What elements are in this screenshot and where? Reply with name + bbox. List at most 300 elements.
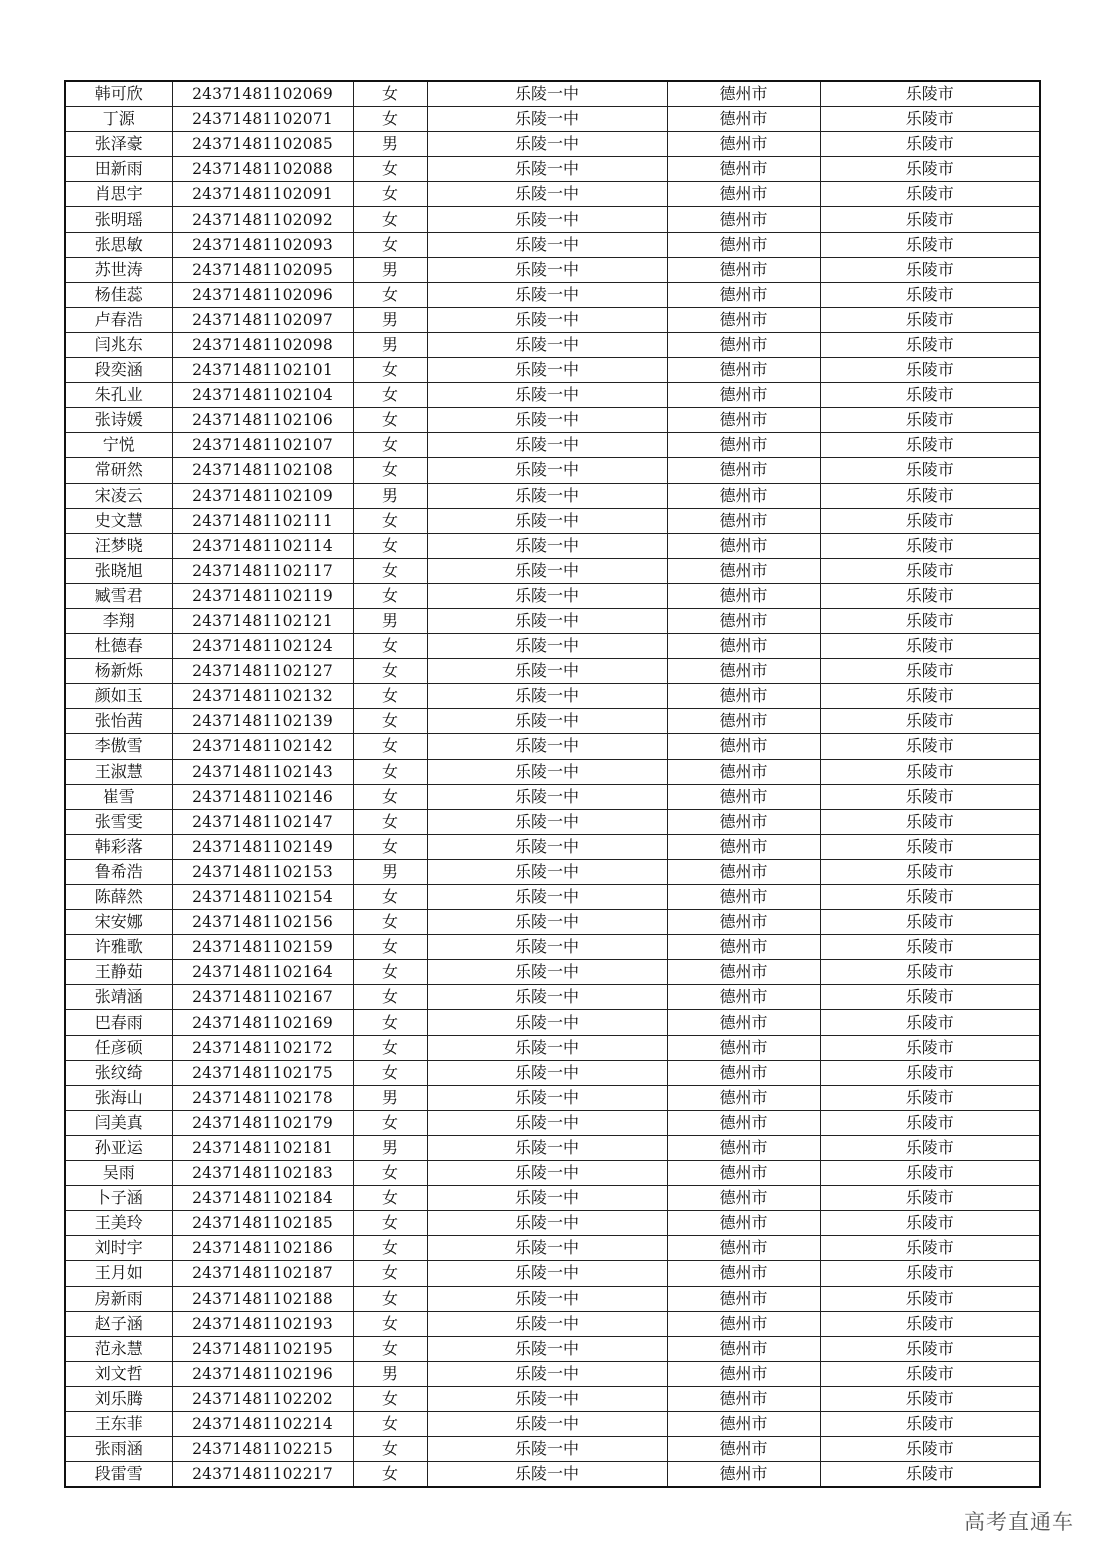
table-row	[65, 608, 1040, 633]
cell-city: 德州市	[667, 358, 820, 383]
cell-exam-id: 24371481102179	[172, 1110, 353, 1135]
table-row	[65, 885, 1040, 910]
cell-county: 乐陵市	[820, 859, 1040, 884]
cell-exam-id: 24371481102149	[172, 834, 353, 859]
cell-city: 德州市	[667, 859, 820, 884]
cell-gender: 男	[353, 1085, 427, 1110]
table-row	[65, 157, 1040, 182]
cell-exam-id: 24371481102095	[172, 257, 353, 282]
cell-name: 张思敏	[65, 232, 172, 257]
cell-name: 杨佳蕊	[65, 282, 172, 307]
cell-county: 乐陵市	[820, 634, 1040, 659]
cell-name: 段奕涵	[65, 358, 172, 383]
cell-gender: 女	[353, 709, 427, 734]
cell-name: 闫兆东	[65, 332, 172, 357]
table-row	[65, 659, 1040, 684]
cell-name: 段雷雪	[65, 1462, 172, 1488]
cell-school: 乐陵一中	[427, 433, 667, 458]
cell-name: 张诗媛	[65, 408, 172, 433]
cell-city: 德州市	[667, 257, 820, 282]
cell-school: 乐陵一中	[427, 784, 667, 809]
cell-exam-id: 24371481102215	[172, 1437, 353, 1462]
cell-county: 乐陵市	[820, 408, 1040, 433]
cell-city: 德州市	[667, 1336, 820, 1361]
cell-name: 闫美真	[65, 1110, 172, 1135]
cell-school: 乐陵一中	[427, 558, 667, 583]
cell-name: 张靖涵	[65, 985, 172, 1010]
table-row	[65, 383, 1040, 408]
cell-city: 德州市	[667, 383, 820, 408]
cell-county: 乐陵市	[820, 1386, 1040, 1411]
cell-school: 乐陵一中	[427, 1261, 667, 1286]
cell-school: 乐陵一中	[427, 608, 667, 633]
cell-name: 苏世涛	[65, 257, 172, 282]
cell-name: 张雨涵	[65, 1437, 172, 1462]
cell-name: 臧雪君	[65, 583, 172, 608]
table-row	[65, 1311, 1040, 1336]
cell-city: 德州市	[667, 935, 820, 960]
cell-school: 乐陵一中	[427, 508, 667, 533]
cell-gender: 女	[353, 1236, 427, 1261]
cell-exam-id: 24371481102124	[172, 634, 353, 659]
table-row	[65, 910, 1040, 935]
cell-exam-id: 24371481102071	[172, 107, 353, 132]
cell-school: 乐陵一中	[427, 107, 667, 132]
cell-city: 德州市	[667, 1286, 820, 1311]
table-row	[65, 859, 1040, 884]
cell-gender: 女	[353, 433, 427, 458]
cell-gender: 女	[353, 508, 427, 533]
cell-school: 乐陵一中	[427, 182, 667, 207]
cell-exam-id: 24371481102195	[172, 1336, 353, 1361]
cell-school: 乐陵一中	[427, 1060, 667, 1085]
cell-city: 德州市	[667, 583, 820, 608]
cell-name: 李傲雪	[65, 734, 172, 759]
cell-exam-id: 24371481102097	[172, 307, 353, 332]
cell-county: 乐陵市	[820, 508, 1040, 533]
cell-gender: 女	[353, 1035, 427, 1060]
cell-gender: 女	[353, 1186, 427, 1211]
cell-name: 汪梦晓	[65, 533, 172, 558]
cell-name: 王月如	[65, 1261, 172, 1286]
cell-county: 乐陵市	[820, 583, 1040, 608]
cell-city: 德州市	[667, 1035, 820, 1060]
cell-name: 鲁希浩	[65, 859, 172, 884]
cell-county: 乐陵市	[820, 1110, 1040, 1135]
cell-city: 德州市	[667, 960, 820, 985]
table-row	[65, 107, 1040, 132]
cell-school: 乐陵一中	[427, 1211, 667, 1236]
table-row	[65, 935, 1040, 960]
table-row	[65, 784, 1040, 809]
cell-city: 德州市	[667, 1411, 820, 1436]
cell-county: 乐陵市	[820, 332, 1040, 357]
table-row	[65, 358, 1040, 383]
table-row	[65, 985, 1040, 1010]
table-row	[65, 508, 1040, 533]
cell-exam-id: 24371481102132	[172, 684, 353, 709]
cell-city: 德州市	[667, 1311, 820, 1336]
cell-school: 乐陵一中	[427, 1161, 667, 1186]
cell-gender: 女	[353, 157, 427, 182]
cell-exam-id: 24371481102154	[172, 885, 353, 910]
cell-city: 德州市	[667, 709, 820, 734]
cell-county: 乐陵市	[820, 1085, 1040, 1110]
cell-school: 乐陵一中	[427, 1437, 667, 1462]
cell-exam-id: 24371481102109	[172, 483, 353, 508]
cell-gender: 女	[353, 383, 427, 408]
cell-gender: 女	[353, 458, 427, 483]
cell-city: 德州市	[667, 332, 820, 357]
cell-county: 乐陵市	[820, 985, 1040, 1010]
cell-school: 乐陵一中	[427, 207, 667, 232]
cell-name: 王静茹	[65, 960, 172, 985]
cell-county: 乐陵市	[820, 1035, 1040, 1060]
cell-name: 吴雨	[65, 1161, 172, 1186]
cell-exam-id: 24371481102142	[172, 734, 353, 759]
cell-gender: 女	[353, 885, 427, 910]
cell-city: 德州市	[667, 1361, 820, 1386]
cell-gender: 女	[353, 533, 427, 558]
cell-name: 宋安娜	[65, 910, 172, 935]
cell-gender: 女	[353, 1286, 427, 1311]
cell-name: 张晓旭	[65, 558, 172, 583]
cell-county: 乐陵市	[820, 1161, 1040, 1186]
cell-county: 乐陵市	[820, 910, 1040, 935]
cell-gender: 男	[353, 859, 427, 884]
cell-school: 乐陵一中	[427, 709, 667, 734]
table-row	[65, 1286, 1040, 1311]
cell-gender: 女	[353, 784, 427, 809]
cell-county: 乐陵市	[820, 1437, 1040, 1462]
cell-city: 德州市	[667, 107, 820, 132]
cell-exam-id: 24371481102217	[172, 1462, 353, 1488]
table-row	[65, 207, 1040, 232]
cell-gender: 男	[353, 483, 427, 508]
cell-exam-id: 24371481102214	[172, 1411, 353, 1436]
cell-city: 德州市	[667, 1437, 820, 1462]
table-row	[65, 132, 1040, 157]
cell-gender: 女	[353, 408, 427, 433]
cell-county: 乐陵市	[820, 132, 1040, 157]
cell-county: 乐陵市	[820, 458, 1040, 483]
cell-exam-id: 24371481102188	[172, 1286, 353, 1311]
cell-gender: 女	[353, 734, 427, 759]
cell-city: 德州市	[667, 1261, 820, 1286]
cell-county: 乐陵市	[820, 433, 1040, 458]
cell-gender: 女	[353, 659, 427, 684]
cell-gender: 女	[353, 1261, 427, 1286]
cell-school: 乐陵一中	[427, 1411, 667, 1436]
cell-name: 刘时宇	[65, 1236, 172, 1261]
cell-gender: 女	[353, 107, 427, 132]
cell-county: 乐陵市	[820, 659, 1040, 684]
cell-school: 乐陵一中	[427, 1186, 667, 1211]
cell-county: 乐陵市	[820, 1236, 1040, 1261]
cell-name: 颜如玉	[65, 684, 172, 709]
cell-county: 乐陵市	[820, 759, 1040, 784]
cell-gender: 男	[353, 1361, 427, 1386]
table-row	[65, 583, 1040, 608]
table-row	[65, 809, 1040, 834]
cell-city: 德州市	[667, 608, 820, 633]
cell-school: 乐陵一中	[427, 1035, 667, 1060]
cell-name: 范永慧	[65, 1336, 172, 1361]
cell-school: 乐陵一中	[427, 960, 667, 985]
roster-table-body	[65, 81, 1040, 1487]
cell-school: 乐陵一中	[427, 408, 667, 433]
cell-school: 乐陵一中	[427, 1135, 667, 1160]
cell-city: 德州市	[667, 985, 820, 1010]
cell-exam-id: 24371481102187	[172, 1261, 353, 1286]
cell-gender: 女	[353, 834, 427, 859]
cell-school: 乐陵一中	[427, 583, 667, 608]
cell-city: 德州市	[667, 910, 820, 935]
cell-county: 乐陵市	[820, 483, 1040, 508]
cell-school: 乐陵一中	[427, 358, 667, 383]
cell-name: 韩可欣	[65, 81, 172, 107]
cell-gender: 女	[353, 358, 427, 383]
cell-county: 乐陵市	[820, 1010, 1040, 1035]
cell-exam-id: 24371481102196	[172, 1361, 353, 1386]
cell-exam-id: 24371481102127	[172, 659, 353, 684]
cell-name: 张纹绮	[65, 1060, 172, 1085]
cell-school: 乐陵一中	[427, 132, 667, 157]
cell-county: 乐陵市	[820, 1361, 1040, 1386]
cell-name: 赵子涵	[65, 1311, 172, 1336]
cell-exam-id: 24371481102169	[172, 1010, 353, 1035]
cell-exam-id: 24371481102186	[172, 1236, 353, 1261]
cell-school: 乐陵一中	[427, 1085, 667, 1110]
cell-exam-id: 24371481102111	[172, 508, 353, 533]
cell-city: 德州市	[667, 508, 820, 533]
table-row	[65, 483, 1040, 508]
cell-city: 德州市	[667, 759, 820, 784]
cell-city: 德州市	[667, 207, 820, 232]
cell-name: 张海山	[65, 1085, 172, 1110]
cell-gender: 女	[353, 759, 427, 784]
cell-name: 张雪雯	[65, 809, 172, 834]
cell-school: 乐陵一中	[427, 232, 667, 257]
cell-county: 乐陵市	[820, 533, 1040, 558]
cell-exam-id: 24371481102183	[172, 1161, 353, 1186]
cell-exam-id: 24371481102164	[172, 960, 353, 985]
cell-gender: 男	[353, 608, 427, 633]
table-row	[65, 1060, 1040, 1085]
cell-city: 德州市	[667, 684, 820, 709]
cell-school: 乐陵一中	[427, 859, 667, 884]
cell-name: 巴春雨	[65, 1010, 172, 1035]
cell-school: 乐陵一中	[427, 935, 667, 960]
cell-exam-id: 24371481102107	[172, 433, 353, 458]
table-row	[65, 709, 1040, 734]
cell-name: 张怡茜	[65, 709, 172, 734]
cell-city: 德州市	[667, 885, 820, 910]
cell-city: 德州市	[667, 558, 820, 583]
cell-county: 乐陵市	[820, 157, 1040, 182]
cell-name: 丁源	[65, 107, 172, 132]
watermark-text: 高考直通车	[964, 1510, 1074, 1534]
cell-name: 崔雪	[65, 784, 172, 809]
cell-exam-id: 24371481102101	[172, 358, 353, 383]
cell-school: 乐陵一中	[427, 1462, 667, 1488]
cell-county: 乐陵市	[820, 358, 1040, 383]
cell-exam-id: 24371481102106	[172, 408, 353, 433]
cell-name: 王美玲	[65, 1211, 172, 1236]
cell-name: 张泽豪	[65, 132, 172, 157]
cell-school: 乐陵一中	[427, 684, 667, 709]
cell-city: 德州市	[667, 1186, 820, 1211]
cell-exam-id: 24371481102121	[172, 608, 353, 633]
table-row	[65, 558, 1040, 583]
cell-county: 乐陵市	[820, 1135, 1040, 1160]
table-row	[65, 1161, 1040, 1186]
cell-school: 乐陵一中	[427, 1110, 667, 1135]
cell-city: 德州市	[667, 307, 820, 332]
cell-gender: 男	[353, 132, 427, 157]
cell-exam-id: 24371481102178	[172, 1085, 353, 1110]
cell-name: 王东菲	[65, 1411, 172, 1436]
table-row	[65, 834, 1040, 859]
cell-city: 德州市	[667, 132, 820, 157]
cell-school: 乐陵一中	[427, 809, 667, 834]
cell-county: 乐陵市	[820, 307, 1040, 332]
cell-name: 田新雨	[65, 157, 172, 182]
cell-exam-id: 24371481102085	[172, 132, 353, 157]
cell-city: 德州市	[667, 834, 820, 859]
table-row	[65, 1085, 1040, 1110]
cell-name: 张明瑶	[65, 207, 172, 232]
table-row	[65, 533, 1040, 558]
cell-city: 德州市	[667, 81, 820, 107]
cell-school: 乐陵一中	[427, 1336, 667, 1361]
table-row	[65, 1411, 1040, 1436]
cell-county: 乐陵市	[820, 935, 1040, 960]
cell-exam-id: 24371481102159	[172, 935, 353, 960]
cell-exam-id: 24371481102202	[172, 1386, 353, 1411]
cell-gender: 女	[353, 960, 427, 985]
cell-county: 乐陵市	[820, 1286, 1040, 1311]
cell-exam-id: 24371481102146	[172, 784, 353, 809]
cell-city: 德州市	[667, 458, 820, 483]
cell-city: 德州市	[667, 809, 820, 834]
cell-name: 陈薛然	[65, 885, 172, 910]
cell-gender: 女	[353, 282, 427, 307]
table-row	[65, 1186, 1040, 1211]
cell-gender: 男	[353, 332, 427, 357]
cell-exam-id: 24371481102175	[172, 1060, 353, 1085]
cell-school: 乐陵一中	[427, 985, 667, 1010]
table-row	[65, 1135, 1040, 1160]
cell-exam-id: 24371481102139	[172, 709, 353, 734]
cell-gender: 女	[353, 81, 427, 107]
cell-city: 德州市	[667, 634, 820, 659]
cell-county: 乐陵市	[820, 1311, 1040, 1336]
table-row	[65, 81, 1040, 107]
cell-school: 乐陵一中	[427, 157, 667, 182]
cell-exam-id: 24371481102147	[172, 809, 353, 834]
table-row	[65, 1261, 1040, 1286]
cell-gender: 女	[353, 1411, 427, 1436]
cell-name: 王淑慧	[65, 759, 172, 784]
cell-exam-id: 24371481102143	[172, 759, 353, 784]
cell-school: 乐陵一中	[427, 458, 667, 483]
cell-name: 韩彩落	[65, 834, 172, 859]
table-row	[65, 257, 1040, 282]
cell-city: 德州市	[667, 659, 820, 684]
cell-county: 乐陵市	[820, 709, 1040, 734]
roster-sheet	[64, 80, 1039, 1488]
cell-school: 乐陵一中	[427, 307, 667, 332]
cell-gender: 女	[353, 182, 427, 207]
table-row	[65, 433, 1040, 458]
cell-exam-id: 24371481102092	[172, 207, 353, 232]
cell-name: 许雅歌	[65, 935, 172, 960]
cell-school: 乐陵一中	[427, 383, 667, 408]
cell-name: 史文慧	[65, 508, 172, 533]
cell-exam-id: 24371481102093	[172, 232, 353, 257]
table-row	[65, 1462, 1040, 1488]
cell-gender: 女	[353, 910, 427, 935]
cell-county: 乐陵市	[820, 1261, 1040, 1286]
cell-name: 卜子涵	[65, 1186, 172, 1211]
cell-city: 德州市	[667, 232, 820, 257]
table-row	[65, 332, 1040, 357]
cell-school: 乐陵一中	[427, 1010, 667, 1035]
cell-exam-id: 24371481102108	[172, 458, 353, 483]
cell-gender: 女	[353, 809, 427, 834]
cell-exam-id: 24371481102181	[172, 1135, 353, 1160]
cell-county: 乐陵市	[820, 734, 1040, 759]
cell-school: 乐陵一中	[427, 759, 667, 784]
cell-exam-id: 24371481102119	[172, 583, 353, 608]
cell-gender: 女	[353, 558, 427, 583]
table-row	[65, 282, 1040, 307]
cell-name: 肖思宇	[65, 182, 172, 207]
cell-county: 乐陵市	[820, 1186, 1040, 1211]
cell-city: 德州市	[667, 1161, 820, 1186]
cell-name: 李翔	[65, 608, 172, 633]
cell-county: 乐陵市	[820, 960, 1040, 985]
cell-exam-id: 24371481102117	[172, 558, 353, 583]
cell-exam-id: 24371481102156	[172, 910, 353, 935]
cell-gender: 女	[353, 684, 427, 709]
cell-city: 德州市	[667, 1236, 820, 1261]
cell-city: 德州市	[667, 1135, 820, 1160]
cell-exam-id: 24371481102069	[172, 81, 353, 107]
cell-county: 乐陵市	[820, 784, 1040, 809]
table-row	[65, 759, 1040, 784]
cell-gender: 女	[353, 1386, 427, 1411]
cell-name: 任彦硕	[65, 1035, 172, 1060]
cell-name: 杜德春	[65, 634, 172, 659]
cell-gender: 女	[353, 1462, 427, 1488]
table-row	[65, 734, 1040, 759]
cell-city: 德州市	[667, 182, 820, 207]
cell-name: 朱孔业	[65, 383, 172, 408]
cell-exam-id: 24371481102193	[172, 1311, 353, 1336]
cell-exam-id: 24371481102185	[172, 1211, 353, 1236]
cell-gender: 女	[353, 1161, 427, 1186]
cell-gender: 女	[353, 1110, 427, 1135]
cell-exam-id: 24371481102104	[172, 383, 353, 408]
table-row	[65, 182, 1040, 207]
cell-city: 德州市	[667, 483, 820, 508]
cell-school: 乐陵一中	[427, 734, 667, 759]
cell-county: 乐陵市	[820, 232, 1040, 257]
cell-name: 房新雨	[65, 1286, 172, 1311]
table-row	[65, 307, 1040, 332]
